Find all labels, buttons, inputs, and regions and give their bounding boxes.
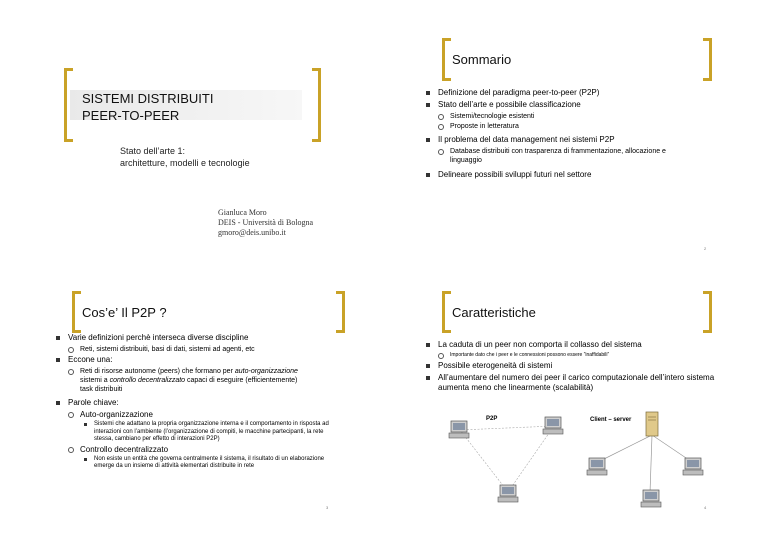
list-item: Reti, sistemi distribuiti, basi di dati, sistemi ad agenti, etc <box>54 345 339 354</box>
list-item: Sistemi che adattano la propria organizzazione interna e il comportamento in risposta ad interazioni con l’ambiente (l’organizzazione di compiti, le macchine partecipanti, la rete stessa, cambiano per effetto di interazioni P2P) <box>54 421 329 444</box>
slide-4 <box>412 285 722 515</box>
title-line-1: SISTEMI DISTRIBUITI <box>82 91 214 106</box>
title-bracket-right <box>703 291 712 333</box>
text-run: sistemi a <box>80 377 110 384</box>
title-bracket-left <box>442 291 451 333</box>
computer-icon <box>497 484 519 504</box>
title-bracket-right <box>703 38 712 81</box>
list-item: Sistemi/tecnologie esistenti <box>424 112 714 121</box>
list-item: Proposte in letteratura <box>424 122 714 131</box>
computer-icon <box>640 489 662 509</box>
text-run: capaci di eseguire (efficientemente) task distribuiti <box>80 377 298 393</box>
text-run-italic: auto-organizzazione <box>234 368 298 375</box>
computer-icon <box>682 457 704 477</box>
slide-4-bullets <box>424 340 719 395</box>
computer-icon <box>542 416 564 436</box>
list-item: La caduta di un peer non comporta il collasso del sistema <box>424 340 719 350</box>
author-name: Gianluca Moro <box>218 208 267 217</box>
slide-2-bullets <box>424 88 714 182</box>
title-bracket-right <box>312 68 321 142</box>
list-item: Stato dell’arte e possibile classificazione <box>424 100 714 110</box>
subtitle-line-1: Stato dell’arte 1: <box>120 146 186 156</box>
p2p-label: P2P <box>486 416 498 422</box>
page-number: 3 <box>326 505 329 510</box>
list-item: Definizione del paradigma peer-to-peer (P2P) <box>424 88 714 98</box>
subtitle <box>120 145 250 169</box>
slide-4-title: Caratteristiche <box>452 305 536 320</box>
page-number: 2 <box>704 246 707 251</box>
computer-icon <box>586 457 608 477</box>
p2p-diagram <box>442 410 572 510</box>
title-bracket-left <box>442 38 451 81</box>
client-server-label: Client – server <box>590 417 632 423</box>
author-affiliation: DEIS - Università di Bologna <box>218 218 314 227</box>
list-item: Delineare possibili sviluppi futuri nel settore <box>424 170 714 180</box>
list-item: Possibile eterogeneità di sistemi <box>424 361 719 371</box>
author-block <box>218 208 313 238</box>
list-item <box>54 367 310 394</box>
slide-3-bullets <box>54 333 339 472</box>
client-server-diagram <box>580 407 710 513</box>
page-number: 4 <box>704 505 707 510</box>
server-icon <box>644 411 660 437</box>
list-item: Controllo decentralizzato <box>54 445 339 455</box>
title-bracket-right <box>336 291 345 333</box>
title-line-2: PEER-TO-PEER <box>82 108 180 123</box>
slide-1 <box>42 58 352 273</box>
list-item: Il problema del data management nei sistemi P2P <box>424 135 714 145</box>
subtitle-line-2: architetture, modelli e tecnologie <box>120 158 250 168</box>
list-item: Parole chiave: <box>54 398 339 408</box>
slide-3-title: Cos’e’ Il P2P ? <box>82 305 167 320</box>
list-item: Database distribuiti con trasparenza di frammentazione, allocazione e linguaggio <box>424 147 670 165</box>
list-item: Auto-organizzazione <box>54 410 339 420</box>
computer-icon <box>448 420 470 440</box>
text-run-italic: controllo decentralizzato <box>109 377 186 384</box>
list-item: Importante dato che i peer e le connessioni possono essere “inaffidabili” <box>424 352 719 359</box>
author-email: gmoro@deis.unibo.it <box>218 228 286 237</box>
list-item: Varie definizioni perchè interseca diverse discipline <box>54 333 339 343</box>
slide-2 <box>412 30 722 260</box>
slide-2-title: Sommario <box>452 52 512 67</box>
slide-3 <box>42 285 352 515</box>
list-item: Eccone una: <box>54 355 339 365</box>
text-run: Reti di risorse autonome (peers) che formano per <box>80 368 235 375</box>
slide-1-title <box>82 90 213 124</box>
list-item: All’aumentare del numero dei peer il carico computazionale dell’intero sistema aumenta meno che linearmente (scalabilità) <box>424 373 722 393</box>
list-item: Non esiste un entità che governa centralmente il sistema, il risultato di un elaborazione emerge da un insieme di attività elementari distribuite in rete <box>54 456 329 471</box>
title-bracket-left <box>72 291 81 333</box>
